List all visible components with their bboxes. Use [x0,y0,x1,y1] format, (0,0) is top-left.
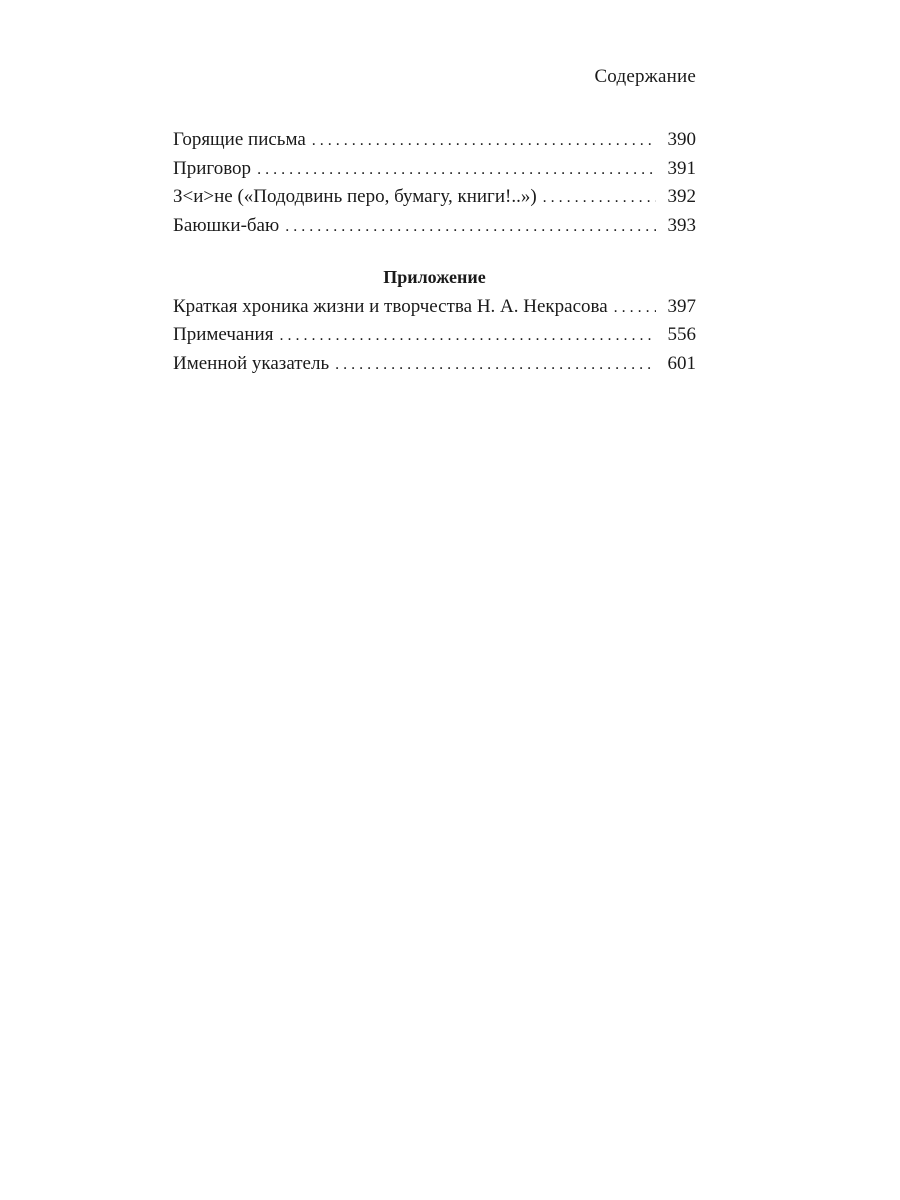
toc-entry [173,293,696,322]
leader-dots [543,184,656,213]
toc-entry [173,126,696,155]
leader-dots [335,351,656,380]
toc-entry [173,183,696,212]
toc-entry-page: 393 [667,215,696,237]
toc-entry-page: 391 [667,157,696,179]
toc-entry [173,350,696,379]
toc-entry-title: Приговор [173,157,252,179]
toc-entry [173,321,696,350]
toc-entry-page: 390 [667,129,696,150]
leader-dots [312,127,656,156]
toc-entry-page: 601 [667,353,696,375]
toc-entry [173,212,696,241]
leader-dots [285,213,656,242]
toc-entry-title: Именной указатель [173,353,330,375]
running-head: Содержание [594,66,696,87]
leader-dots [279,322,656,351]
toc-entry-title: Примечания [173,324,274,346]
leader-dots [257,156,656,185]
toc-entry-title: Краткая хроника жизни и творчества Н. А. Некрасова [173,295,608,317]
toc-entry-page: 556 [667,324,696,346]
toc-entry-page: 392 [667,186,696,208]
toc-entry-title: Баюшки-баю [173,215,280,237]
table-of-contents [173,126,696,379]
leader-dots [614,294,656,323]
toc-entry-title: Горящие письма [173,129,306,150]
toc-entry-title: З<и>не («Пододвинь перо, бумагу, книги!..») [173,186,537,208]
appendix-heading: Приложение [383,266,486,287]
toc-entry-page: 397 [667,295,696,317]
toc-entry [173,155,696,184]
